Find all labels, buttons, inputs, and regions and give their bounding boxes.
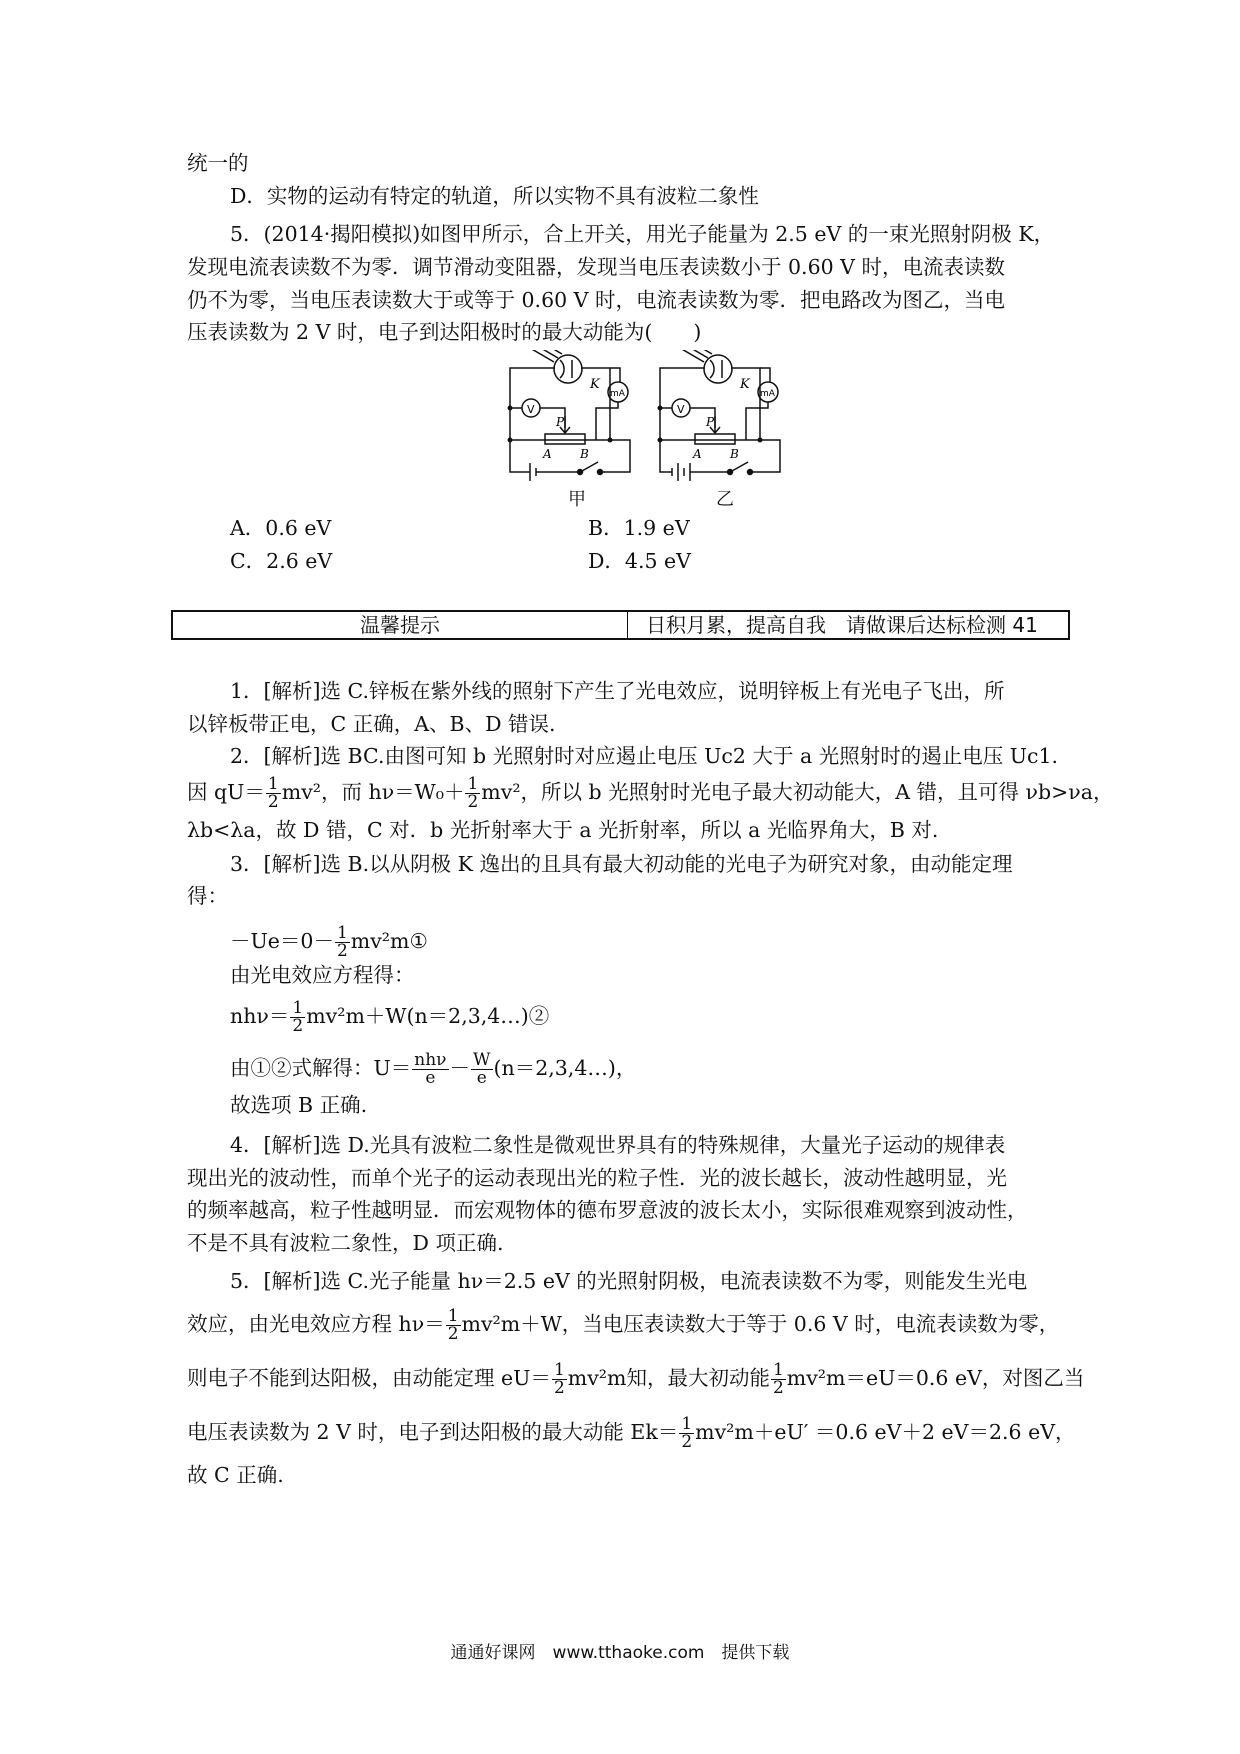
- fraction-half: [771, 1362, 786, 1397]
- solution-3-equation-2: [230, 1000, 549, 1035]
- solution-5-equation-line: [187, 1416, 1076, 1451]
- eq-text: －Ue＝0－: [230, 929, 334, 953]
- numerator: W: [473, 1050, 491, 1070]
- denominator: e: [425, 1068, 436, 1088]
- option-c: C．2.6 eV: [230, 549, 333, 573]
- solution-3-line: 由光电效应方程得：: [230, 963, 415, 987]
- question-5-line: 压表读数为 2 V 时，电子到达阳极时的最大动能为( ): [187, 320, 702, 344]
- eq-text: (n＝2,3,4…)，: [493, 1056, 637, 1080]
- eq-text: 电压表读数为 2 V 时，电子到达阳极的最大动能 Ek＝: [187, 1420, 679, 1444]
- solution-4-line: 4．[解析]选 D.光具有波粒二象性是微观世界具有的特殊规律，大量光子运动的规律表: [230, 1133, 1006, 1157]
- eq-text: 因 qU＝: [187, 780, 265, 804]
- denominator: 2: [553, 1378, 565, 1398]
- question-5-line: 发现电流表读数不为零．调节滑动变阻器，发现当电压表读数小于 0.60 V 时，电流表读数: [187, 255, 1005, 279]
- eq-text: mv²，而 hν＝W₀＋: [281, 780, 465, 804]
- fraction-half: [552, 1362, 567, 1397]
- solution-3-line: 得：: [187, 884, 228, 908]
- fraction-w-e: [471, 1052, 492, 1087]
- solution-5-line: 故 C 正确.: [187, 1463, 284, 1487]
- eq-text: mv²m①: [350, 929, 428, 953]
- circuit-diagram-jia: [500, 350, 650, 482]
- solution-5-equation-line: [187, 1362, 1084, 1397]
- numerator: 1: [292, 998, 304, 1018]
- question-5-line: 5．(2014·揭阳模拟)如图甲所示，合上开关，用光子能量为 2.5 eV 的一束光照射阴极 K，: [230, 222, 1055, 246]
- solution-5-equation-line: [187, 1308, 1059, 1343]
- solution-3-line: 3．[解析]选 B.以从阴极 K 逸出的且具有最大初动能的光电子为研究对象，由动能定理: [230, 852, 1013, 876]
- numerator: 1: [267, 774, 279, 794]
- denominator: 2: [681, 1432, 693, 1452]
- tip-content: 日积月累，提高自我 请做课后达标检测 41: [646, 613, 1038, 637]
- numerator: 1: [336, 923, 348, 943]
- diagram-caption-jia: 甲: [568, 489, 586, 510]
- numerator: 1: [447, 1306, 459, 1326]
- eq-text: 则电子不能到达阳极，由动能定理 eU＝: [187, 1366, 551, 1390]
- fraction-half: [335, 925, 350, 960]
- eq-text: －: [449, 1056, 471, 1080]
- option-d: D．4.5 eV: [588, 549, 691, 573]
- numerator: 1: [467, 774, 479, 794]
- fraction-half: [290, 1000, 305, 1035]
- eq-text: 由①②式解得：U＝: [230, 1056, 412, 1080]
- eq-text: mv²m＋eU′ ＝0.6 eV＋2 eV＝2.6 eV，: [695, 1420, 1076, 1444]
- solution-4-line: 不是不具有波粒二象性，D 项正确.: [187, 1231, 504, 1255]
- option-a: A．0.6 eV: [230, 516, 332, 540]
- eq-text: mv²，所以 b 光照射时光电子最大初动能大，A 错，且可得 νb>νa，: [481, 780, 1114, 804]
- question-5-line: 仍不为零，当电压表读数大于或等于 0.60 V 时，电流表读数为零．把电路改为图乙，当电: [187, 288, 1005, 312]
- solution-2-line: 2．[解析]选 BC.由图可知 b 光照射时对应遏止电压 Uc2 大于 a 光照射时的遏止电压 Uc1.: [230, 744, 1059, 768]
- option-d-prev: D．实物的运动有特定的轨道，所以实物不具有波粒二象性: [230, 184, 759, 208]
- solution-3-equation-1: [230, 925, 428, 960]
- denominator: e: [476, 1068, 487, 1088]
- text-line: 统一的: [187, 151, 249, 175]
- eq-text: mv²m知，最大初动能: [567, 1366, 770, 1390]
- solution-2-equation-line: [187, 776, 1113, 811]
- tip-box: [171, 610, 1070, 640]
- v-label: V: [527, 403, 535, 416]
- fraction-nhv-e: [412, 1052, 448, 1087]
- b-label: B: [580, 447, 589, 461]
- numerator: 1: [553, 1360, 565, 1380]
- a-label: A: [543, 447, 552, 461]
- numerator: 1: [681, 1414, 693, 1434]
- eq-text: mv²m＋W，当电压表读数大于等于 0.6 V 时，电流表读数为零，: [461, 1312, 1060, 1336]
- eq-text: nhν＝: [230, 1004, 290, 1028]
- solution-2-line: λb<λa，故 D 错，C 对．b 光折射率大于 a 光折射率，所以 a 光临界角大，B 对.: [187, 818, 939, 842]
- solution-3-equation-3: [230, 1052, 636, 1087]
- solution-5-line: 5．[解析]选 C.光子能量 hν＝2.5 eV 的光照射阴极，电流表读数不为零，则能发生光电: [230, 1269, 1028, 1293]
- b-label: B: [730, 447, 739, 461]
- denominator: 2: [447, 1324, 459, 1344]
- page-footer: 通通好课网 www.tthaoke.com 提供下载: [450, 1643, 790, 1663]
- fraction-half: [266, 776, 281, 811]
- option-b: B．1.9 eV: [588, 516, 690, 540]
- solution-3-line: 故选项 B 正确.: [230, 1093, 368, 1117]
- numerator: nhν: [414, 1050, 447, 1070]
- circuit-diagram-yi: [650, 350, 800, 482]
- diagram-caption-yi: 乙: [716, 489, 734, 510]
- eq-text: mv²m＝eU＝0.6 eV，对图乙当: [786, 1366, 1085, 1390]
- ma-label: mA: [610, 389, 625, 399]
- p-label: P: [556, 415, 565, 429]
- tip-label: 温馨提示: [173, 612, 628, 638]
- solution-4-line: 现出光的波动性，而单个光子的运动表现出光的粒子性．光的波长越长，波动性越明显，光: [187, 1166, 1007, 1190]
- solution-1-line: 以锌板带正电，C 正确，A、B、D 错误.: [187, 712, 556, 736]
- denominator: 2: [772, 1378, 784, 1398]
- denominator: 2: [292, 1016, 304, 1036]
- p-label: P: [706, 415, 715, 429]
- numerator: 1: [772, 1360, 784, 1380]
- k-label: K: [740, 377, 750, 392]
- fraction-half: [446, 1308, 461, 1343]
- solution-4-line: 的频率越高，粒子性越明显．而宏观物体的德布罗意波的波长太小，实际很难观察到波动性，: [187, 1198, 1028, 1222]
- denominator: 2: [336, 941, 348, 961]
- ma-label: mA: [760, 389, 775, 399]
- fraction-half: [679, 1416, 694, 1451]
- solution-1-line: 1．[解析]选 C.锌板在紫外线的照射下产生了光电效应，说明锌板上有光电子飞出，所: [230, 679, 1005, 703]
- v-label: V: [677, 403, 685, 416]
- k-label: K: [590, 377, 600, 392]
- denominator: 2: [467, 792, 479, 812]
- denominator: 2: [267, 792, 279, 812]
- a-label: A: [693, 447, 702, 461]
- eq-text: 效应，由光电效应方程 hν＝: [187, 1312, 445, 1336]
- fraction-half: [465, 776, 480, 811]
- eq-text: mv²m＋W(n＝2,3,4…)②: [306, 1004, 550, 1028]
